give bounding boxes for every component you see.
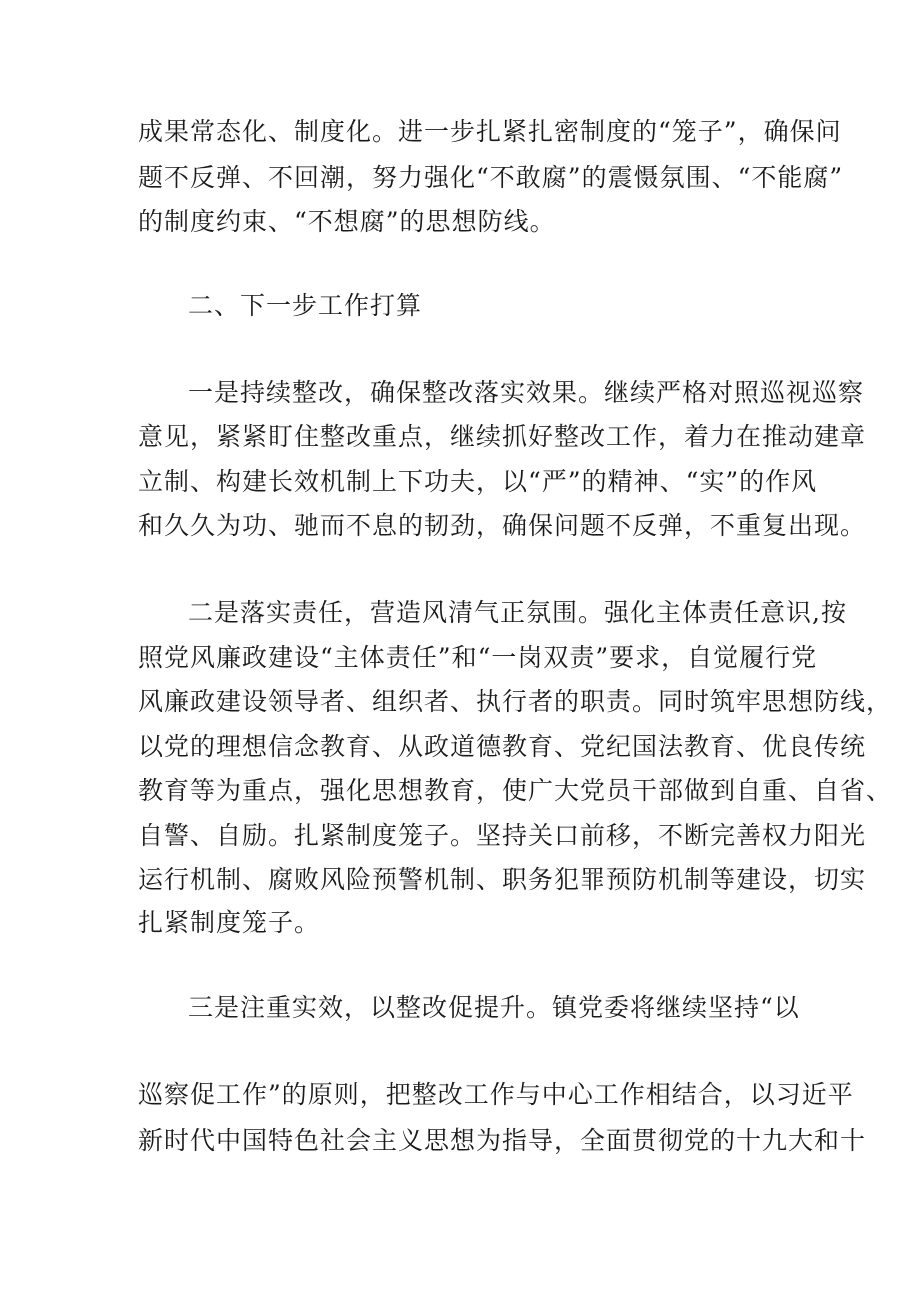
paragraph-line: 巡察促工作”的原则，把整改工作与中心工作相结合，以习近平 [138, 1080, 854, 1109]
paragraph-line: 和久久为功、驰而不息的韧劲，确保问题不反弹，不重复出现。 [138, 511, 867, 540]
paragraph-line: 教育等为重点，强化思想教育，使广大党员干部做到自重、自省、 [138, 776, 893, 805]
paragraph-line: 一是持续整改，确保整改落实效果。继续严格对照巡视巡察 [188, 378, 865, 407]
paragraph-line: 自警、自励。扎紧制度笼子。坚持关口前移，不断完善权力阳光 [138, 821, 867, 850]
paragraph-line: 风廉政建设领导者、组织者、执行者的职责。同时筑牢思想防线， [138, 687, 893, 716]
paragraph-line: 意见，紧紧盯住整改重点，继续抓好整改工作，着力在推动建章 [138, 422, 867, 451]
paragraph-line: 照党风廉政建设“主体责任”和“一岗双责”要求，自觉履行党 [138, 643, 818, 672]
paragraph-line: 新时代中国特色社会主义思想为指导，全面贯彻党的十九大和十 [138, 1126, 867, 1155]
paragraph-line: 扎紧制度笼子。 [138, 908, 321, 937]
intro-line: 的制度约束、“不想腐”的思想防线。 [138, 207, 556, 236]
paragraph-line: 三是注重实效，以整改促提升。镇党委将继续坚持“以 [188, 993, 800, 1022]
intro-line: 题不反弹、不回潮，努力强化“不敢腐”的震慑氛围、“不能腐” [138, 163, 844, 192]
paragraph-line: 二是落实责任，营造风清气正氛围。强化主体责任意识,按 [188, 598, 847, 627]
section-heading: 二、下一步工作打算 [188, 291, 423, 320]
paragraph-line: 立制、构建长效机制上下功夫，以“严”的精神、“实”的作风 [138, 467, 818, 496]
paragraph-line: 运行机制、腐败风险预警机制、职务犯罪预防机制等建设，切实 [138, 865, 867, 894]
intro-line: 成果常态化、制度化。进一步扎紧扎密制度的“笼子”，确保问 [138, 117, 842, 146]
paragraph-line: 以党的理想信念教育、从政道德教育、党纪国法教育、优良传统 [138, 732, 867, 761]
